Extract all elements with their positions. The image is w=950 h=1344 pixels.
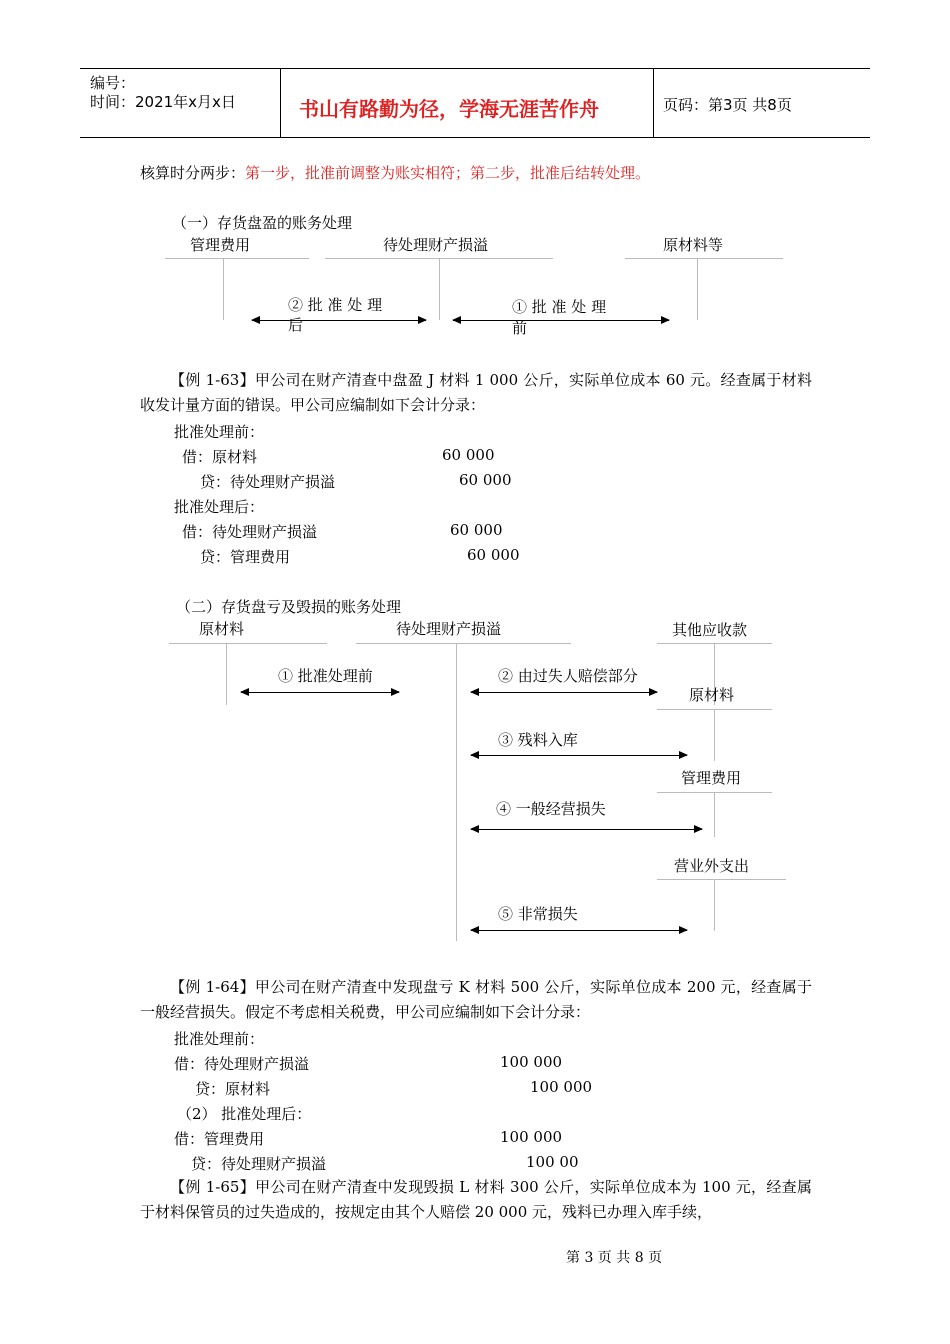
t-account-line (657, 879, 786, 880)
section1-title: （一）存货盘盈的账务处理 (172, 214, 353, 232)
flow-arrow (471, 692, 657, 693)
credit-amount: 100 000 (530, 1078, 593, 1096)
header-motto-cell (281, 69, 654, 137)
entry-heading: 批准处理前： (174, 423, 265, 441)
document-number: 编号： (90, 74, 136, 92)
intro-steps: 第一步，批准前调整为账实相符；第二步，批准后结转处理。 (245, 164, 651, 182)
arrow-label: ⑤ 非常损失 (498, 905, 578, 923)
flow-arrow (471, 829, 702, 830)
intro-prefix: 核算时分两步： (140, 164, 246, 182)
t-account-label: 原材料 (199, 620, 245, 638)
debit-entry: 借：原材料 (182, 448, 258, 466)
credit-amount: 100 00 (526, 1153, 579, 1171)
credit-entry: 贷：待处理财产损溢 (191, 1155, 327, 1173)
t-account-line (165, 258, 309, 259)
example-label: 【例 1-65】 (170, 1178, 256, 1196)
t-account-label: 营业外支出 (674, 857, 750, 875)
document-time: 时间：2021年x月x日 (90, 93, 236, 111)
arrow-label: ② 批 准 处 理 (288, 296, 383, 314)
credit-entry: 贷：原材料 (195, 1080, 271, 1098)
page-footer: 第 3 页 共 8 页 (566, 1250, 663, 1266)
header-motto: 书山有路勤为径，学海无涯苦作舟 (299, 97, 599, 121)
t-account-line (714, 792, 715, 837)
t-account-line (456, 643, 457, 941)
debit-amount: 100 000 (500, 1128, 563, 1146)
debit-amount: 100 000 (500, 1053, 563, 1071)
t-account-label: 管理费用 (190, 236, 251, 254)
arrow-label: ① 批 准 处 理 (512, 298, 607, 316)
t-account-label: 待处理财产损溢 (383, 236, 489, 254)
arrow-label: 前 (512, 319, 528, 337)
flow-arrow (252, 320, 426, 321)
t-account-line (697, 258, 698, 320)
t-account-line (625, 258, 783, 259)
flow-arrow (471, 755, 687, 756)
arrow-label: ① 批准处理前 (278, 667, 373, 685)
debit-entry: 借：待处理财产损溢 (174, 1055, 310, 1073)
page-header (80, 68, 870, 138)
arrow-label: 后 (288, 316, 304, 334)
arrow-label: ④ 一般经营损失 (496, 800, 606, 818)
header-page-number: 页码：第3页 共8页 (663, 96, 792, 114)
t-account-label: 原材料 (689, 686, 735, 704)
debit-amount: 60 000 (442, 446, 495, 464)
header-info-cell (80, 69, 281, 137)
t-account-line (714, 709, 715, 761)
credit-entry: 贷：管理费用 (200, 548, 291, 566)
credit-entry: 贷：待处理财产损溢 (200, 473, 336, 491)
flow-arrow (471, 930, 687, 931)
example-label: 【例 1-63】 (170, 371, 255, 389)
arrow-label: ② 由过失人赔偿部分 (498, 667, 638, 685)
section2-title: （二）存货盘亏及毁损的账务处理 (176, 598, 402, 616)
arrow-label: ③ 残料入库 (498, 731, 578, 749)
t-account-label: 其他应收款 (672, 621, 748, 639)
t-account-line (714, 879, 715, 931)
debit-amount: 60 000 (450, 521, 503, 539)
example-label: 【例 1-64】 (170, 978, 255, 996)
entry-heading: 批准处理后： (174, 498, 265, 516)
header-page-cell (654, 69, 870, 137)
t-account-line (439, 258, 440, 320)
t-account-label: 待处理财产损溢 (396, 620, 502, 638)
example-63-paragraph: 【例 1-63】甲公司在财产清查中盘盈 J 材料 1 000 公斤，实际单位成本 60 元。经查属于材料收发计量方面的错误。甲公司应编制如下会计分录： (140, 371, 813, 414)
debit-entry: 借：待处理财产损溢 (182, 523, 318, 541)
credit-amount: 60 000 (467, 546, 520, 564)
example-64-paragraph: 【例 1-64】甲公司在财产清查中发现盘亏 K 材料 500 公斤，实际单位成本 200 元，经查属于一般经营损失。假定不考虑相关税费，甲公司应编制如下会计分录： (140, 978, 812, 1021)
t-account-line (356, 643, 571, 644)
t-account-line (226, 643, 227, 705)
intro-line (140, 162, 650, 183)
flow-arrow (241, 692, 399, 693)
t-account-label: 原材料等 (663, 236, 724, 254)
t-account-line (169, 643, 327, 644)
example-65-paragraph: 【例 1-65】甲公司在财产清查中发现毁损 L 材料 300 公斤，实际单位成本为 100 元，经查属于材料保管员的过失造成的，按规定由其个人赔偿 20 000 元，残料已办理入库手续， (140, 1178, 812, 1221)
flow-arrow (453, 320, 669, 321)
entry-heading: （2） 批准处理后： (177, 1105, 312, 1123)
credit-amount: 60 000 (459, 471, 512, 489)
t-account-line (223, 258, 224, 320)
debit-entry: 借：管理费用 (174, 1130, 265, 1148)
entry-heading: 批准处理前： (174, 1030, 265, 1048)
t-account-label: 管理费用 (681, 769, 742, 787)
